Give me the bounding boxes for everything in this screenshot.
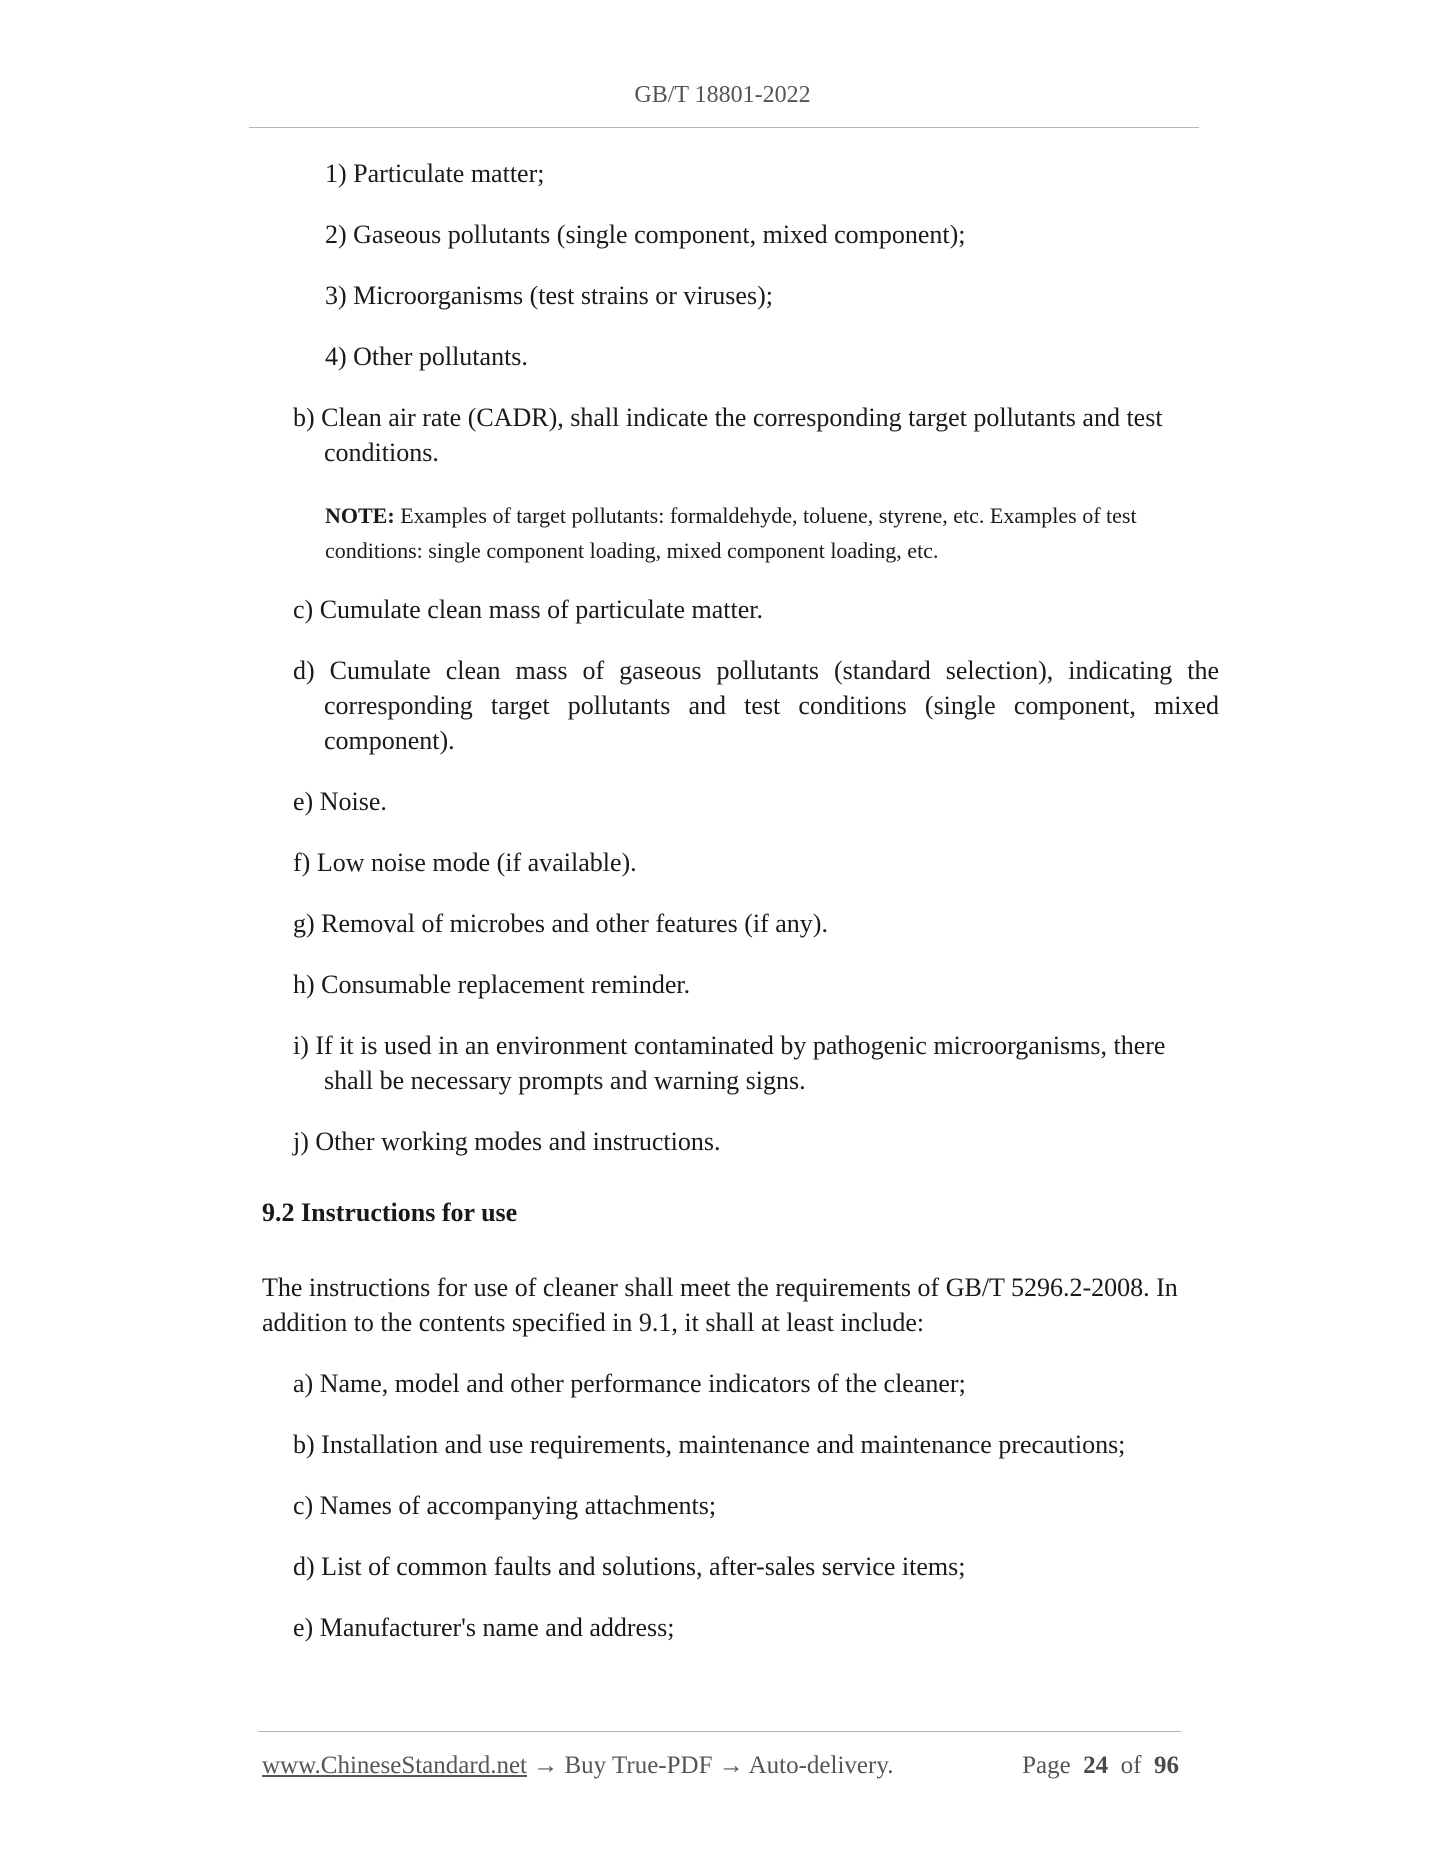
- list-item: 3) Microorganisms (test strains or viruses);: [325, 281, 773, 310]
- list-item: d) List of common faults and solutions, after-sales service items;: [293, 1552, 966, 1581]
- page-total: 96: [1154, 1752, 1179, 1779]
- list-item-j: j) Other working modes and instructions.: [293, 1127, 721, 1156]
- list-item-h: h) Consumable replacement reminder.: [293, 970, 691, 999]
- note-label: NOTE:: [325, 503, 395, 528]
- footer-divider: [258, 1731, 1181, 1732]
- list-item-d: d) Cumulate clean mass of gaseous pollutants (standard selection), indicating the corresponding target pollutants and test conditions (single component, mixed component).: [293, 656, 1219, 755]
- page-indicator: [1022, 1752, 1179, 1780]
- list-item: e) Manufacturer's name and address;: [293, 1613, 675, 1642]
- page-current: 24: [1083, 1752, 1109, 1779]
- list-item-b: b) Clean air rate (CADR), shall indicate the corresponding target pollutants and test conditions.: [293, 403, 1163, 467]
- list-item: 1) Particulate matter;: [325, 159, 545, 188]
- list-item: 4) Other pollutants.: [325, 342, 528, 371]
- auto-delivery-text: Auto-delivery.: [748, 1752, 894, 1779]
- list-item-c: c) Cumulate clean mass of particulate matter.: [293, 595, 763, 624]
- section-heading: 9.2 Instructions for use: [262, 1198, 518, 1227]
- page-of-label: of: [1120, 1752, 1142, 1779]
- buy-pdf-link[interactable]: Buy True-PDF: [564, 1752, 713, 1779]
- section-intro: The instructions for use of cleaner shall meet the requirements of GB/T 5296.2-2008. In addition to the contents specified in 9.1, it shall at least include:: [262, 1273, 1178, 1337]
- header-divider: [249, 127, 1199, 128]
- list-item-e: e) Noise.: [293, 787, 387, 816]
- document-header-title: GB/T 18801-2022: [634, 82, 811, 108]
- list-item-f: f) Low noise mode (if available).: [293, 848, 637, 877]
- note-block: [325, 498, 1188, 568]
- list-item: c) Names of accompanying attachments;: [293, 1491, 717, 1520]
- list-item-g: g) Removal of microbes and other features (if any).: [293, 909, 828, 938]
- arrow-icon: →: [533, 1752, 559, 1779]
- list-item-i: i) If it is used in an environment contaminated by pathogenic microorganisms, there shall be necessary prompts and warning signs.: [293, 1031, 1166, 1095]
- list-item: a) Name, model and other performance indicators of the cleaner;: [293, 1369, 966, 1398]
- list-item: 2) Gaseous pollutants (single component, mixed component);: [325, 220, 966, 249]
- list-item: b) Installation and use requirements, maintenance and maintenance precautions;: [293, 1430, 1126, 1459]
- site-link[interactable]: www.ChineseStandard.net: [262, 1752, 527, 1779]
- page-label: Page: [1022, 1752, 1071, 1779]
- arrow-icon: →: [718, 1752, 744, 1779]
- note-text: Examples of target pollutants: formaldehyde, toluene, styrene, etc. Examples of test conditions: single component loading, mixed component loading, etc.: [325, 503, 1137, 563]
- footer-links: [262, 1752, 893, 1780]
